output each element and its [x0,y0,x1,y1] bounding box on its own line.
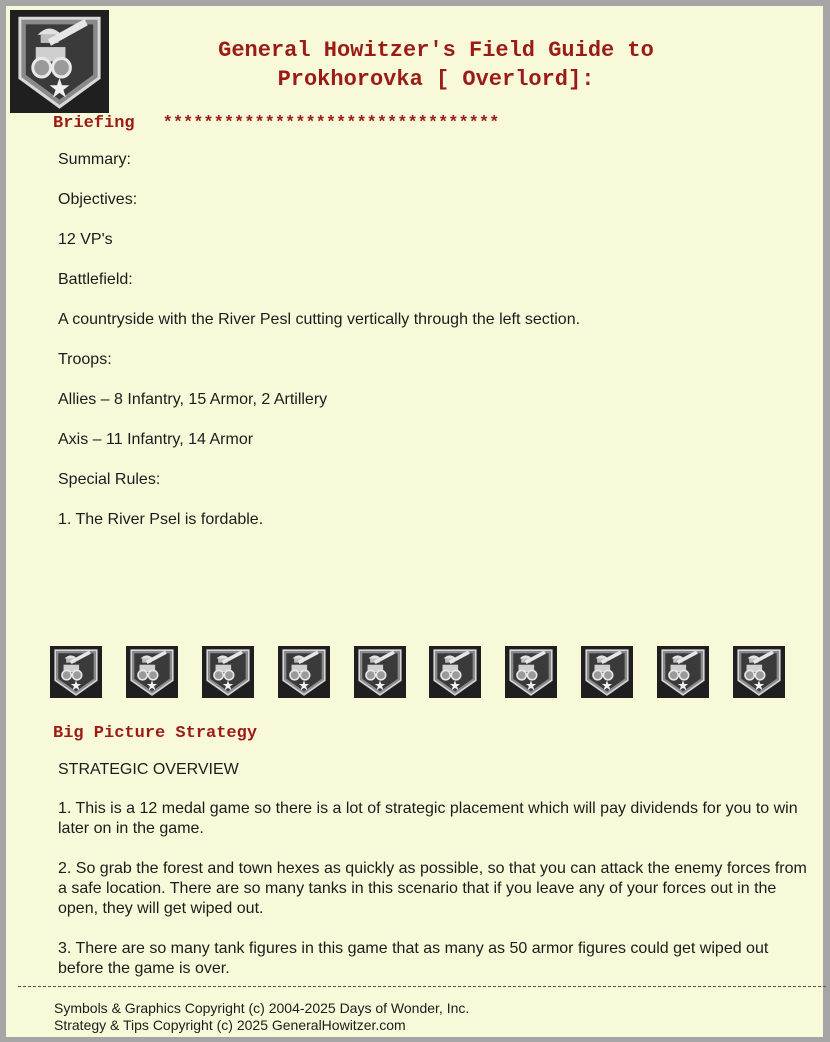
objectives-value: 12 VP's [58,231,113,248]
howitzer-badge-icon [278,646,330,698]
guide-page [6,6,823,1037]
special-rule-1: 1. The River Psel is fordable. [58,511,264,528]
summary-label: Summary: [58,151,131,168]
strategy-heading: Big Picture Strategy [53,724,258,743]
howitzer-badge-icon [50,646,102,698]
battlefield-label: Battlefield: [58,271,133,288]
allies-troops: Allies – 8 Infantry, 15 Armor, 2 Artillery [58,391,328,408]
footer-divider [18,986,826,987]
troops-label: Troops: [58,351,112,368]
strategy-point-1: 1. This is a 12 medal game so there is a lot of strategic placement which will pay dividends for you to win later on in the game. [58,800,798,837]
briefing-heading-row [53,114,499,133]
howitzer-badge-icon [354,646,406,698]
special-rules-label: Special Rules: [58,471,161,488]
title-line-2: Prokhorovka [ Overlord]: [277,67,595,92]
axis-troops: Axis – 11 Infantry, 14 Armor [58,431,254,448]
howitzer-badge-icon [126,646,178,698]
strategic-overview-label: STRATEGIC OVERVIEW [58,761,239,778]
howitzer-badge-row [50,646,785,698]
howitzer-badge-icon [202,646,254,698]
strategy-point-2: 2. So grab the forest and town hexes as quickly as possible, so that you can attack the enemy forces from a safe location. There are so many tanks in this scenario that if you leave any of your forces out in the open, they will get wiped out. [58,860,807,917]
footer-line-2: Strategy & Tips Copyright (c) 2025 GeneralHowitzer.com [54,1017,406,1033]
howitzer-badge-icon [429,646,481,698]
howitzer-badge-icon [505,646,557,698]
footer [54,1000,469,1034]
battlefield-text: A countryside with the River Pesl cutting vertically through the left section. [58,311,581,328]
footer-line-1: Symbols & Graphics Copyright (c) 2004-2025 Days of Wonder, Inc. [54,1000,470,1016]
howitzer-badge-icon [581,646,633,698]
howitzer-badge-icon [733,646,785,698]
howitzer-badge-icon [10,10,109,113]
briefing-stars: ********************************* [162,114,500,133]
strategy-point-3: 3. There are so many tank figures in this game that as many as 50 armor figures could get wiped out before the game is over. [58,940,769,977]
page-title [116,36,756,94]
howitzer-badge-icon [657,646,709,698]
briefing-heading: Briefing [53,114,135,133]
title-line-1: General Howitzer's Field Guide to [218,38,654,63]
objectives-label: Objectives: [58,191,138,208]
